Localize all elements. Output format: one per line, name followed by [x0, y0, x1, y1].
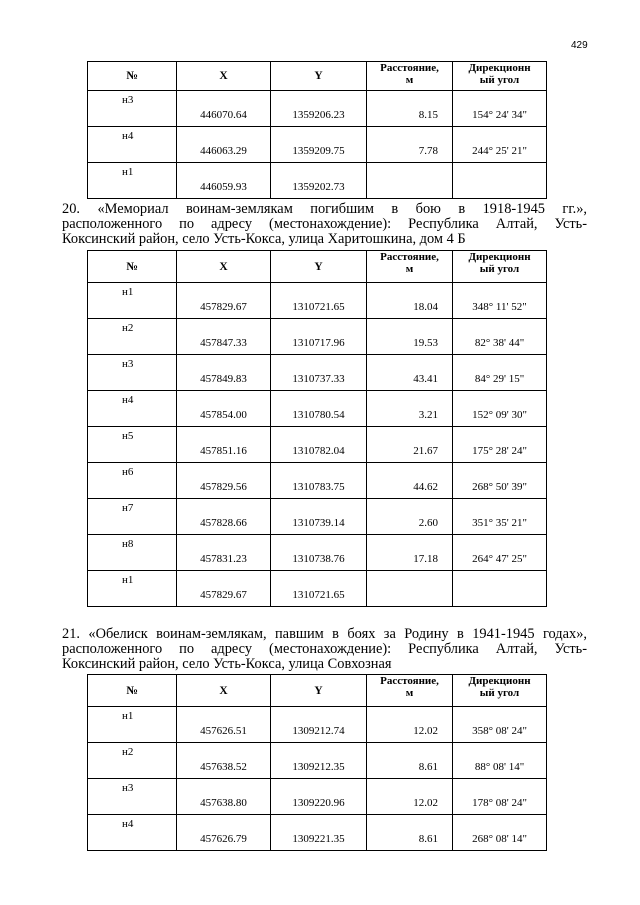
header-angle: Дирекционн ый угол	[453, 62, 547, 91]
distance-cell: 7.78	[367, 127, 453, 163]
header-distance: Расстояние, м	[367, 62, 453, 91]
distance-cell: 43.41	[367, 355, 453, 391]
angle-cell: 178° 08' 24"	[453, 779, 547, 815]
angle-cell: 175° 28' 24"	[453, 427, 547, 463]
distance-cell: 18.04	[367, 283, 453, 319]
table-row	[88, 535, 547, 571]
section-20-heading	[62, 202, 587, 247]
point-cell: н8	[88, 535, 177, 571]
angle-cell: 88° 08' 14"	[453, 743, 547, 779]
distance-cell: 12.02	[367, 779, 453, 815]
y-cell: 1310721.65	[271, 571, 367, 607]
angle-cell: 358° 08' 24"	[453, 707, 547, 743]
distance-cell: 8.61	[367, 815, 453, 851]
y-cell: 1310783.75	[271, 463, 367, 499]
point-cell: н7	[88, 499, 177, 535]
angle-cell: 152° 09' 30"	[453, 391, 547, 427]
table-row	[88, 571, 547, 607]
y-cell: 1309221.35	[271, 815, 367, 851]
point-cell: н6	[88, 463, 177, 499]
x-cell: 446063.29	[177, 127, 271, 163]
angle-cell: 268° 50' 39"	[453, 463, 547, 499]
header-num: №	[88, 675, 177, 707]
distance-cell: 19.53	[367, 319, 453, 355]
y-cell: 1310739.14	[271, 499, 367, 535]
x-cell: 457829.67	[177, 283, 271, 319]
coordinates-table-21	[87, 674, 547, 851]
header-num: №	[88, 251, 177, 283]
y-cell: 1310717.96	[271, 319, 367, 355]
section-20-line-3: Коксинский район, село Усть-Кокса, улица Харитошкина, дом 4 Б	[62, 231, 466, 247]
distance-cell: 2.60	[367, 499, 453, 535]
table-row	[88, 319, 547, 355]
header-x: X	[177, 62, 271, 91]
angle-cell	[453, 163, 547, 199]
header-distance: Расстояние, м	[367, 251, 453, 283]
table-row	[88, 127, 547, 163]
angle-cell: 82° 38' 44"	[453, 319, 547, 355]
point-cell: н1	[88, 283, 177, 319]
x-cell: 457831.23	[177, 535, 271, 571]
table-row	[88, 499, 547, 535]
table-row	[88, 743, 547, 779]
x-cell: 457854.00	[177, 391, 271, 427]
point-cell: н5	[88, 427, 177, 463]
table-header-row	[88, 251, 547, 283]
distance-cell: 21.67	[367, 427, 453, 463]
y-cell: 1310737.33	[271, 355, 367, 391]
header-y: Y	[271, 675, 367, 707]
y-cell: 1310780.54	[271, 391, 367, 427]
y-cell: 1359209.75	[271, 127, 367, 163]
point-cell: н3	[88, 779, 177, 815]
point-cell: н2	[88, 743, 177, 779]
y-cell: 1310738.76	[271, 535, 367, 571]
y-cell: 1309212.35	[271, 743, 367, 779]
table-row	[88, 391, 547, 427]
table-row	[88, 463, 547, 499]
section-21-heading	[62, 627, 587, 672]
distance-cell	[367, 571, 453, 607]
y-cell: 1359206.23	[271, 91, 367, 127]
table-row	[88, 283, 547, 319]
angle-cell: 264° 47' 25"	[453, 535, 547, 571]
distance-cell: 17.18	[367, 535, 453, 571]
table-row	[88, 815, 547, 851]
distance-cell: 12.02	[367, 707, 453, 743]
y-cell: 1359202.73	[271, 163, 367, 199]
x-cell: 446070.64	[177, 91, 271, 127]
angle-cell: 268° 08' 14"	[453, 815, 547, 851]
y-cell: 1310721.65	[271, 283, 367, 319]
table-row	[88, 355, 547, 391]
distance-cell: 8.61	[367, 743, 453, 779]
point-cell: н3	[88, 355, 177, 391]
table-row	[88, 163, 547, 199]
point-cell: н1	[88, 571, 177, 607]
angle-cell	[453, 571, 547, 607]
point-cell: н1	[88, 163, 177, 199]
distance-cell: 8.15	[367, 91, 453, 127]
x-cell: 457849.83	[177, 355, 271, 391]
header-angle: Дирекционн ый угол	[453, 251, 547, 283]
page-number: 429	[571, 40, 588, 51]
y-cell: 1309212.74	[271, 707, 367, 743]
angle-cell: 154° 24' 34"	[453, 91, 547, 127]
distance-cell	[367, 163, 453, 199]
x-cell: 457828.66	[177, 499, 271, 535]
section-21-line-3: Коксинский район, село Усть-Кокса, улица Совхозная	[62, 656, 392, 672]
table-header-row	[88, 62, 547, 91]
distance-cell: 3.21	[367, 391, 453, 427]
x-cell: 457626.79	[177, 815, 271, 851]
x-cell: 457829.56	[177, 463, 271, 499]
y-cell: 1309220.96	[271, 779, 367, 815]
point-cell: н4	[88, 815, 177, 851]
angle-cell: 84° 29' 15"	[453, 355, 547, 391]
y-cell: 1310782.04	[271, 427, 367, 463]
x-cell: 457638.52	[177, 743, 271, 779]
header-x: X	[177, 675, 271, 707]
section-20-line-2: расположенного по адресу (местонахождение): Республика Алтай, Усть-	[62, 216, 587, 232]
section-21-line-2: расположенного по адресу (местонахождение): Республика Алтай, Усть-	[62, 641, 587, 657]
angle-cell: 348° 11' 52"	[453, 283, 547, 319]
section-20-line-1: 20. «Мемориал воинам-землякам погибшим в бою в 1918-1945 гг.»,	[62, 201, 587, 217]
x-cell: 446059.93	[177, 163, 271, 199]
header-y: Y	[271, 62, 367, 91]
point-cell: н1	[88, 707, 177, 743]
point-cell: н3	[88, 91, 177, 127]
table-row	[88, 427, 547, 463]
header-y: Y	[271, 251, 367, 283]
coordinates-table-1	[87, 61, 547, 199]
point-cell: н4	[88, 127, 177, 163]
table-row	[88, 707, 547, 743]
table-row	[88, 91, 547, 127]
table-header-row	[88, 675, 547, 707]
coordinates-table-20	[87, 250, 547, 607]
header-num: №	[88, 62, 177, 91]
point-cell: н4	[88, 391, 177, 427]
angle-cell: 244° 25' 21"	[453, 127, 547, 163]
table-row	[88, 779, 547, 815]
distance-cell: 44.62	[367, 463, 453, 499]
x-cell: 457638.80	[177, 779, 271, 815]
header-distance: Расстояние, м	[367, 675, 453, 707]
x-cell: 457851.16	[177, 427, 271, 463]
section-21-line-1: 21. «Обелиск воинам-землякам, павшим в боях за Родину в 1941-1945 годах»,	[62, 626, 587, 642]
x-cell: 457829.67	[177, 571, 271, 607]
header-angle: Дирекционн ый угол	[453, 675, 547, 707]
header-x: X	[177, 251, 271, 283]
x-cell: 457626.51	[177, 707, 271, 743]
x-cell: 457847.33	[177, 319, 271, 355]
angle-cell: 351° 35' 21"	[453, 499, 547, 535]
point-cell: н2	[88, 319, 177, 355]
